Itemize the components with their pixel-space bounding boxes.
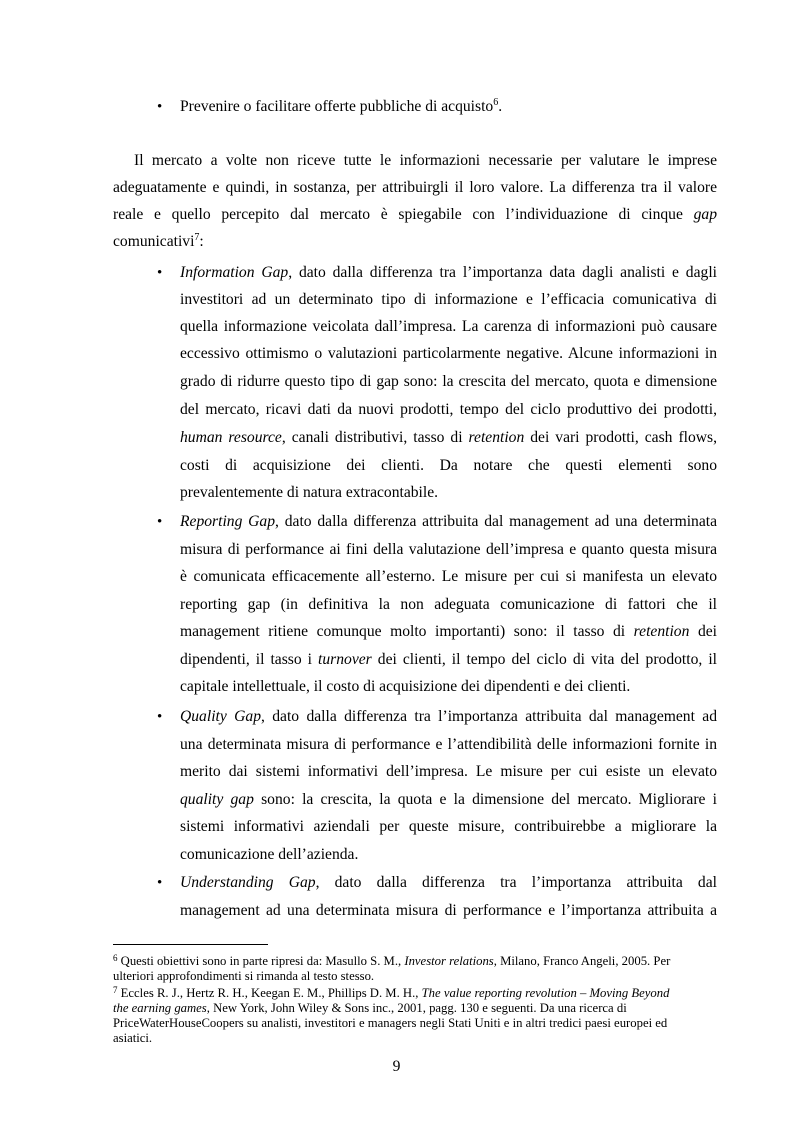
page-number: 9 [392, 1058, 401, 1075]
footnote-6-line: ulteriori approfondimenti si rimanda al testo stesso. [113, 969, 375, 983]
gap-item-line: merito dai sistemi informativi dell’impresa. Le misure per cui esiste un elevato [180, 763, 717, 780]
gap-item-line: prevalentemente di natura extracontabile. [180, 484, 439, 501]
bullet-icon: • [157, 875, 163, 891]
bullet-icon: • [157, 99, 163, 115]
footnote-7-line: asiatici. [113, 1031, 153, 1045]
footnote-ref-7[interactable]: 7 [194, 232, 200, 243]
gap-item-line: investitori ad un determinato tipo di informazione e l’efficacia comunicativa di [180, 291, 717, 308]
paragraph-line: adeguatamente e quindi, in sostanza, per attribuirgli il loro valore. La differenza tra il valore [113, 179, 717, 196]
intro-bullet-text: Prevenire o facilitare offerte pubbliche di acquisto$^6$. [180, 97, 503, 115]
bullet-icon: • [157, 709, 163, 725]
gap-item-line: reporting gap (in definitiva la non adeguata comunicazione di fattori che il [180, 596, 717, 613]
gap-item-line: management ritiene comunque molto importanti) sono: il tasso di retention dei [180, 623, 718, 640]
gap-item-line: quella informazione veicolata dall’impresa. La carenza di informazioni può causare [180, 318, 717, 335]
gap-item-line: una determinata misura di performance e l’attendibilità delle informazioni fornite in [180, 736, 717, 753]
gap-item-line: Reporting Gap, dato dalla differenza attribuita dal management ad una determinata [180, 513, 718, 530]
bullet-icon: • [157, 265, 163, 281]
gap-item-line: human resource, canali distributivi, tasso di retention dei vari prodotti, cash flows, [180, 429, 717, 446]
gap-item-line: quality gap sono: la crescita, la quota e la dimensione del mercato. Migliorare i [180, 791, 717, 808]
gap-item-line: eccessivo ottimismo o valutazioni particolarmente negative. Alcune informazioni in [180, 345, 717, 362]
gap-item-line: grado di ridurre questo tipo di gap sono: la crescita del mercato, quota e dimensione [180, 373, 717, 390]
gap-item-line: costi di acquisizione dei clienti. Da notare che questi elementi sono [180, 457, 717, 474]
gap-term: Understanding Gap [180, 874, 316, 891]
gap-item-line: dipendenti, il tasso i turnover dei clienti, il tempo del ciclo di vita del prodotto, il [180, 651, 717, 668]
gap-item-line: misura di performance ai fini della valutazione dell’impresa e quanto questa misura [180, 541, 717, 558]
paragraph-line: comunicativi$^7$: [113, 232, 204, 250]
gap-item-line: Information Gap, dato dalla differenza tra l’importanza data dagli analisti e dagli [180, 264, 717, 281]
footnote-7-line: the earning games, New York, John Wiley & Sons inc., 2001, pagg. 130 e seguenti. Da una ricerca di [113, 1001, 627, 1015]
footnote-ref-6[interactable]: 6 [493, 97, 499, 108]
footnote-6: $^6$ Questi obiettivi sono in parte ripresi da: Masullo S. M., Investor relations, Milano, Franco Angeli, 2005. Per [113, 953, 671, 968]
gap-item-line: Understanding Gap, dato dalla differenza tra l’importanza attribuita dal [180, 874, 717, 891]
gap-item-line: sistemi informativi aziendali per queste misure, contribuirebbe a migliorare la [180, 818, 717, 835]
gap-item-line: comunicazione dell’azienda. [180, 846, 359, 863]
paragraph-line: reale e quello percepito dal mercato è spiegabile con l’individuazione di cinque gap [113, 206, 717, 223]
paragraph-line: Il mercato a volte non riceve tutte le informazioni necessarie per valutare le imprese [134, 152, 717, 169]
footnote-7: $^7$ Eccles R. J., Hertz R. H., Keegan E. M., Phillips D. M. H., The value reporting revolution – Moving Beyond [113, 985, 670, 1000]
gap-item-line: capitale intellettuale, il costo di acquisizione dei dipendenti e dei clienti. [180, 678, 631, 695]
gap-term: Quality Gap [180, 708, 261, 725]
gap-item-line: è comunicata efficacemente all’esterno. Le misure per cui si manifesta un elevato [180, 568, 717, 585]
gap-item-line: management ad una determinata misura di performance e l’importanza attribuita a [180, 902, 717, 919]
footnote-separator [113, 944, 268, 945]
gap-item-line: del mercato, ricavi dati da nuovi prodotti, tempo del ciclo produttivo dei prodotti, [180, 401, 717, 418]
gap-term: Reporting Gap [180, 513, 276, 530]
bullet-icon: • [157, 514, 163, 530]
footnote-7-line: PriceWaterHouseCoopers su analisti, investitori e managers negli Stati Uniti e in altri tredici paesi europei ed [113, 1016, 668, 1030]
gap-term: Information Gap [180, 264, 289, 281]
gap-item-line: Quality Gap, dato dalla differenza tra l’importanza attribuita dal management ad [180, 708, 718, 725]
